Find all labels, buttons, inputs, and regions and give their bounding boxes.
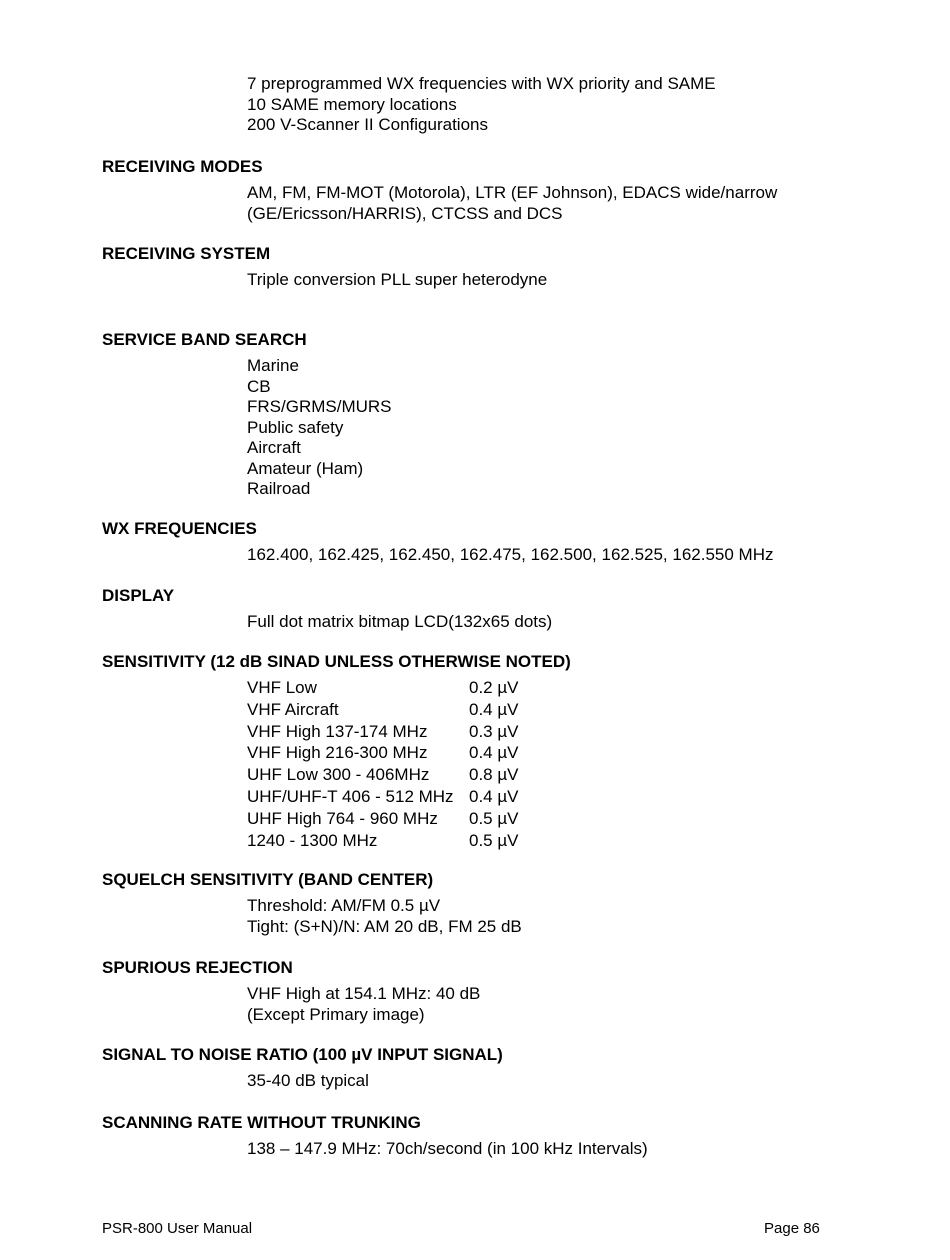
section-title: SIGNAL TO NOISE RATIO (100 µV INPUT SIGNAL) <box>102 1045 503 1064</box>
band-name: VHF High 216-300 MHz <box>247 743 428 763</box>
section-title: DISPLAY <box>102 586 175 605</box>
section-body <box>247 612 882 633</box>
section-title: SPURIOUS REJECTION <box>102 958 293 977</box>
section-title: SENSITIVITY (12 dB SINAD UNLESS OTHERWISE NOTED) <box>102 652 571 671</box>
section-title: SQUELCH SENSITIVITY (BAND CENTER) <box>102 870 434 889</box>
intro-continuation <box>247 74 716 136</box>
section-receiving-system <box>102 244 882 291</box>
body-line: Full dot matrix bitmap LCD(132x65 dots) <box>247 612 553 631</box>
section-body <box>247 183 882 224</box>
band-value: 0.4 µV <box>469 786 519 806</box>
list-item: Marine <box>247 356 299 375</box>
sensitivity-row <box>247 786 882 808</box>
list-item: Amateur (Ham) <box>247 458 364 478</box>
band-value: 0.2 µV <box>469 678 519 697</box>
list-item: Railroad <box>247 479 311 498</box>
sensitivity-row <box>247 808 882 830</box>
body-line: (Except Primary image) <box>247 1004 425 1024</box>
section-body <box>247 1071 882 1092</box>
band-name: 1240 - 1300 MHz <box>247 830 378 850</box>
band-name: VHF Aircraft <box>247 699 339 719</box>
body-line: Triple conversion PLL super heterodyne <box>247 270 548 289</box>
body-line: VHF High at 154.1 MHz: 40 dB <box>247 984 481 1003</box>
section-wx-frequencies <box>102 519 882 566</box>
sensitivity-row <box>247 721 882 743</box>
section-signal-to-noise <box>102 1045 882 1092</box>
intro-line: 10 SAME memory locations <box>247 94 457 114</box>
sensitivity-row <box>247 764 882 786</box>
body-line: 35-40 dB typical <box>247 1071 369 1090</box>
section-service-band-search <box>102 330 882 500</box>
sensitivity-row <box>247 830 882 852</box>
body-line: 138 – 147.9 MHz: 70ch/second (in 100 kHz Intervals) <box>247 1139 648 1158</box>
footer-manual-title: PSR-800 User Manual <box>102 1220 253 1237</box>
band-value: 0.8 µV <box>469 765 519 785</box>
section-receiving-modes <box>102 157 882 224</box>
section-title: SERVICE BAND SEARCH <box>102 330 307 349</box>
section-body <box>247 896 882 937</box>
section-spurious-rejection <box>102 958 882 1025</box>
band-name: UHF/UHF-T 406 - 512 MHz <box>247 786 454 806</box>
body-line: (GE/Ericsson/HARRIS), CTCSS and DCS <box>247 203 563 223</box>
body-line: AM, FM, FM-MOT (Motorola), LTR (EF Johnson), EDACS wide/narrow <box>247 183 778 202</box>
section-title: RECEIVING MODES <box>102 157 263 176</box>
band-name: VHF Low <box>247 678 317 697</box>
sensitivity-row <box>247 677 882 699</box>
section-scanning-rate <box>102 1113 882 1160</box>
section-sensitivity <box>102 652 882 851</box>
band-value: 0.5 µV <box>469 808 519 828</box>
band-name: VHF High 137-174 MHz <box>247 721 428 741</box>
body-line: 162.400, 162.425, 162.450, 162.475, 162.500, 162.525, 162.550 MHz <box>247 545 774 564</box>
sensitivity-table <box>247 677 882 851</box>
section-body <box>247 984 882 1025</box>
section-body <box>247 1139 882 1160</box>
section-body <box>247 545 882 566</box>
band-value: 0.3 µV <box>469 721 519 741</box>
footer-page-number: Page 86 <box>764 1220 820 1237</box>
section-display <box>102 586 882 633</box>
body-line: Threshold: AM/FM 0.5 µV <box>247 896 441 915</box>
intro-line: 200 V-Scanner II Configurations <box>247 115 488 134</box>
section-title: SCANNING RATE WITHOUT TRUNKING <box>102 1113 421 1132</box>
body-line: Tight: (S+N)/N: AM 20 dB, FM 25 dB <box>247 916 522 936</box>
list-item: CB <box>247 376 271 396</box>
section-title: WX FREQUENCIES <box>102 519 257 538</box>
band-value: 0.4 µV <box>469 699 519 719</box>
sensitivity-row <box>247 742 882 764</box>
list-item: Public safety <box>247 417 344 437</box>
list-item: FRS/GRMS/MURS <box>247 397 392 416</box>
band-name: UHF Low 300 - 406MHz <box>247 765 430 785</box>
section-squelch-sensitivity <box>102 870 882 937</box>
section-body <box>247 356 882 500</box>
sensitivity-row <box>247 699 882 721</box>
section-body <box>247 270 882 291</box>
section-title: RECEIVING SYSTEM <box>102 244 271 263</box>
band-value: 0.4 µV <box>469 743 519 763</box>
list-item: Aircraft <box>247 438 301 457</box>
intro-line: 7 preprogrammed WX frequencies with WX priority and SAME <box>247 74 716 93</box>
band-value: 0.5 µV <box>469 830 519 850</box>
band-name: UHF High 764 - 960 MHz <box>247 808 438 828</box>
